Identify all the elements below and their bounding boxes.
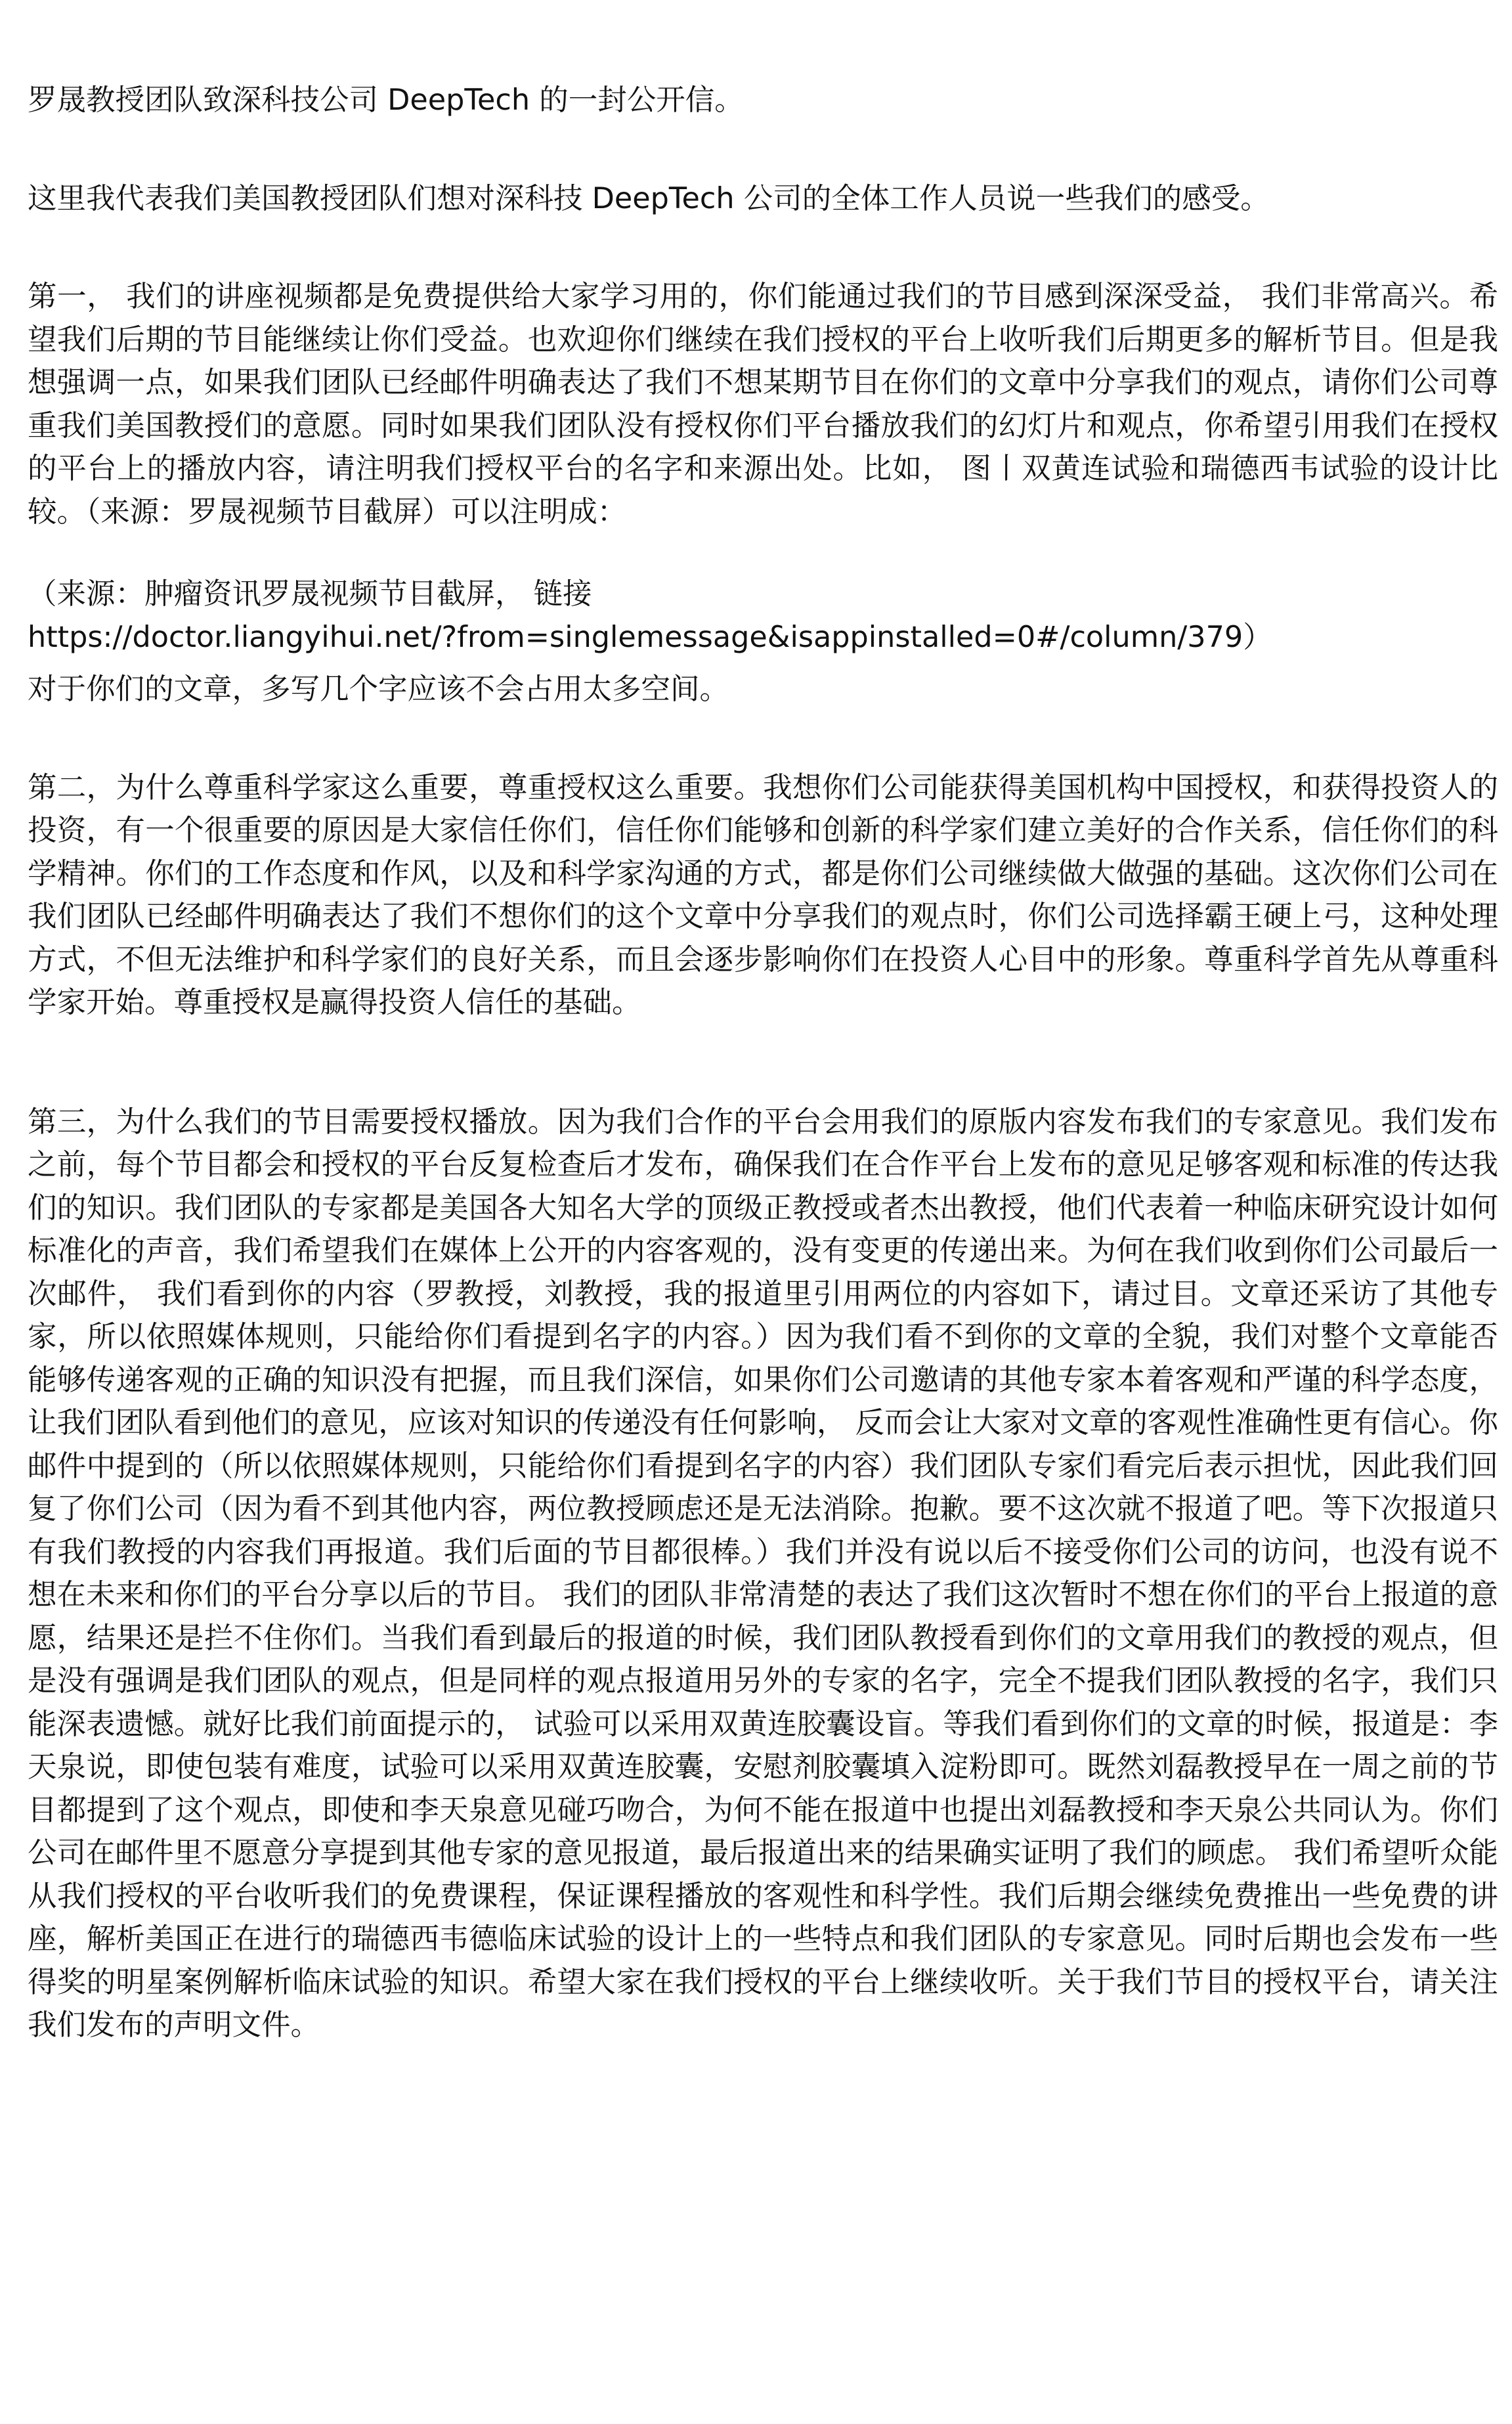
paragraph-point-1-tail: 对于你们的文章，多写几个字应该不会占用太多空间。 <box>28 672 729 706</box>
letter-document <box>28 79 1498 2047</box>
paragraph-point-2: 第二，为什么尊重科学家这么重要，尊重授权这么重要。我想你们公司能获得美国机构中国授权，和获得投资人的投资，有一个很重要的原因是大家信任你们，信任你们能够和创新的科学家们建立美好的合作关系，信任你们的科学精神。你们的工作态度和作风，以及和科学家沟通的方式，都是你们公司继续做大做强的基础。这次你们公司在我们团队已经邮件明确表达了我们不想你们的这个文章中分享我们的观点时，你们公司选择霸王硬上弓，这种处理方式，不但无法维护和科学家们的良好关系，而且会逐步影响你们在投资人心目中的形象。尊重科学首先从尊重科学家开始。尊重授权是赢得投资人信任的基础。 <box>28 770 1498 1019</box>
paragraph-point-3: 第三，为什么我们的节目需要授权播放。因为我们合作的平台会用我们的原版内容发布我们的专家意见。我们发布之前，每个节目都会和授权的平台反复检查后才发布，确保我们在合作平台上发布的意见足够客观和标准的传达我们的知识。我们团队的专家都是美国各大知名大学的顶级正教授或者杰出教授，他们代表着一种临床研究设计如何标准化的声音，我们希望我们在媒体上公开的内容客观的，没有变更的传递出来。为何在我们收到你们公司最后一次邮件， 我们看到你的内容（罗教授，刘教授，我的报道里引用两位的内容如下，请过目。文章还采访了其他专家，所以依照媒体规则，只能给你们看提到名字的内容。）因为我们看不到你的文章的全貌，我们对整个文章能否能够传递客观的正确的知识没有把握，而且我们深信，如果你们公司邀请的其他专家本着客观和严谨的科学态度，让我们团队看到他们的意见，应该对知识的传递没有任何影响， 反而会让大家对文章的客观性准确性更有信心。你邮件中提到的（所以依照媒体规则，只能给你们看提到名字的内容）我们团队专家们看完后表示担忧，因此我们回复了你们公司（因为看不到其他内容，两位教授顾虑还是无法消除。抱歉。要不这次就不报道了吧。等下次报道只有我们教授的内容我们再报道。我们后面的节目都很棒。）我们并没有说以后不接受你们公司的访问，也没有说不想在未来和你们的平台分享以后的节目。 我们的团队非常清楚的表达了我们这次暂时不想在你们的平台上报道的意愿，结果还是拦不住你们。当我们看到最后的报道的时候，我们团队教授看到你们的文章用我们的教授的观点，但是没有强调是我们团队的观点，但是同样的观点报道用另外的专家的名字，完全不提我们团队教授的名字，我们只能深表遗憾。就好比我们前面提示的， 试验可以采用双黄连胶囊设盲。等我们看到你们的文章的时候，报道是：李天泉说，即使包装有难度，试验可以采用双黄连胶囊，安慰剂胶囊填入淀粉即可。既然刘磊教授早在一周之前的节目都提到了这个观点，即使和李天泉意见碰巧吻合，为何不能在报道中也提出刘磊教授和李天泉公共同认为。你们公司在邮件里不愿意分享提到其他专家的意见报道，最后报道出来的结果确实证明了我们的顾虑。 我们希望听众能从我们授权的平台收听我们的免费课程，保证课程播放的客观性和科学性。我们后期会继续免费推出一些免费的讲座，解析美国正在进行的瑞德西韦德临床试验的设计上的一些特点和我们团队的专家意见。同时后期也会发布一些得奖的明星案例解析临床试验的知识。希望大家在我们授权的平台上继续收听。关于我们节目的授权平台，请关注我们发布的声明文件。 <box>28 1105 1498 2042</box>
source-link[interactable]: https://doctor.liangyihui.net/?from=singlemessage&isappinstalled=0#/column/379） <box>28 620 1272 654</box>
source-citation <box>28 573 1498 659</box>
paragraph-point-1: 第一， 我们的讲座视频都是免费提供给大家学习用的，你们能通过我们的节目感到深深受益， 我们非常高兴。希望我们后期的节目能继续让你们受益。也欢迎你们继续在我们授权的平台上收听我们后期更多的解析节目。但是我想强调一点，如果我们团队已经邮件明确表达了我们不想某期节目在你们的文章中分享我们的观点，请你们公司尊重我们美国教授们的意愿。同时如果我们团队没有授权你们平台播放我们的幻灯片和观点，你希望引用我们在授权的平台上的播放内容，请注明我们授权平台的名字和来源出处。比如， 图丨双黄连试验和瑞德西韦试验的设计比较。（来源：罗晟视频节目截屏）可以注明成： <box>28 280 1498 529</box>
letter-title: 罗晟教授团队致深科技公司 DeepTech 的一封公开信。 <box>28 83 744 117</box>
source-prefix: （来源：肿瘤资讯罗晟视频节目截屏， 链接 <box>28 577 592 611</box>
letter-intro: 这里我代表我们美国教授团队们想对深科技 DeepTech 公司的全体工作人员说一些我们的感受。 <box>28 181 1270 215</box>
